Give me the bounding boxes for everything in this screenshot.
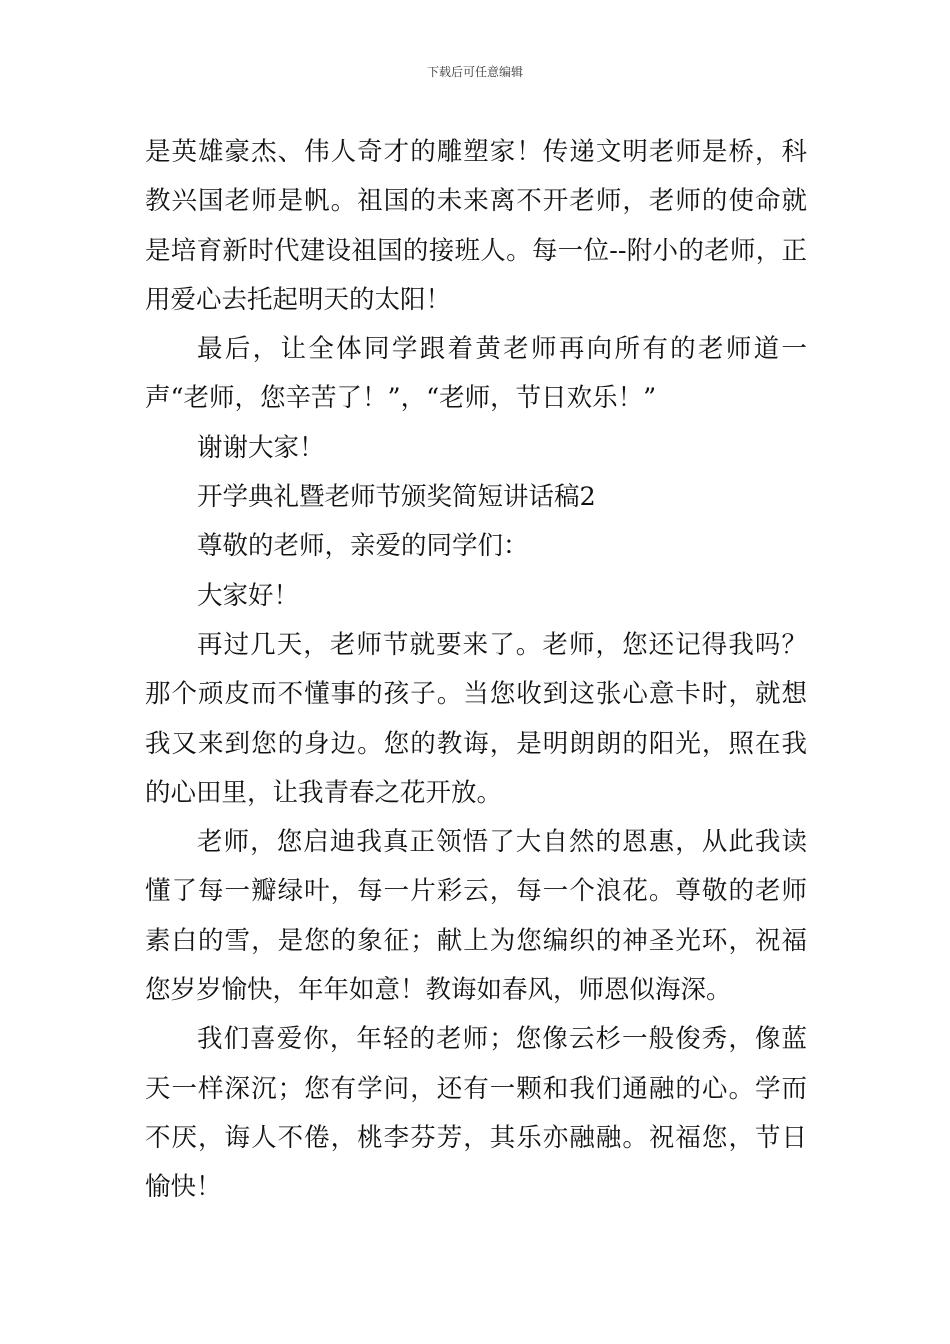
paragraph-body: 再过几天，老师节就要来了。老师，您还记得我吗？那个顽皮而不懂事的孩子。当您收到这张心意卡时，就想我又来到您的身边。您的教诲，是明朗朗的阳光，照在我的心田里，让我青春之花开放。 — [145, 629, 807, 808]
paragraph-greeting: 大家好！ — [197, 580, 300, 611]
page-header: 下载后可任意编辑 — [426, 65, 523, 79]
paragraph-body: 我们喜爱你，年轻的老师；您像云杉一般俊秀，像蓝天一样深沉；您有学问，还有一颗和我们通融的心。学而不厌，诲人不倦，桃李芬芳，其乐亦融融。祝福您，节日愉快！ — [145, 1024, 807, 1203]
paragraph-closing: 最后，让全体同学跟着黄老师再向所有的老师道一声“老师，您辛苦了！”，“老师，节日欢乐！” — [145, 334, 807, 414]
paragraph-thanks: 谢谢大家！ — [197, 432, 325, 463]
section-title: 开学典礼暨老师节颁奖简短讲话稿2 — [197, 482, 596, 513]
document-body — [145, 128, 807, 1213]
paragraph-continuation: 是英雄豪杰、伟人奇才的雕塑家！传递文明老师是桥，科教兴国老师是帆。祖国的未来离不开老师，老师的使命就是培育新时代建设祖国的接班人。每一位--附小的老师，正用爱心去托起明天的太阳！ — [145, 137, 807, 315]
paragraph-body: 老师，您启迪我真正领悟了大自然的恩惠，从此我读懂了每一瓣绿叶，每一片彩云，每一个浪花。尊敬的老师素白的雪，是您的象征；献上为您编织的神圣光环，祝福您岁岁愉快，年年如意！教诲如春风，师恩似海深。 — [145, 827, 807, 1006]
paragraph-salutation: 尊敬的老师，亲爱的同学们： — [197, 531, 529, 562]
